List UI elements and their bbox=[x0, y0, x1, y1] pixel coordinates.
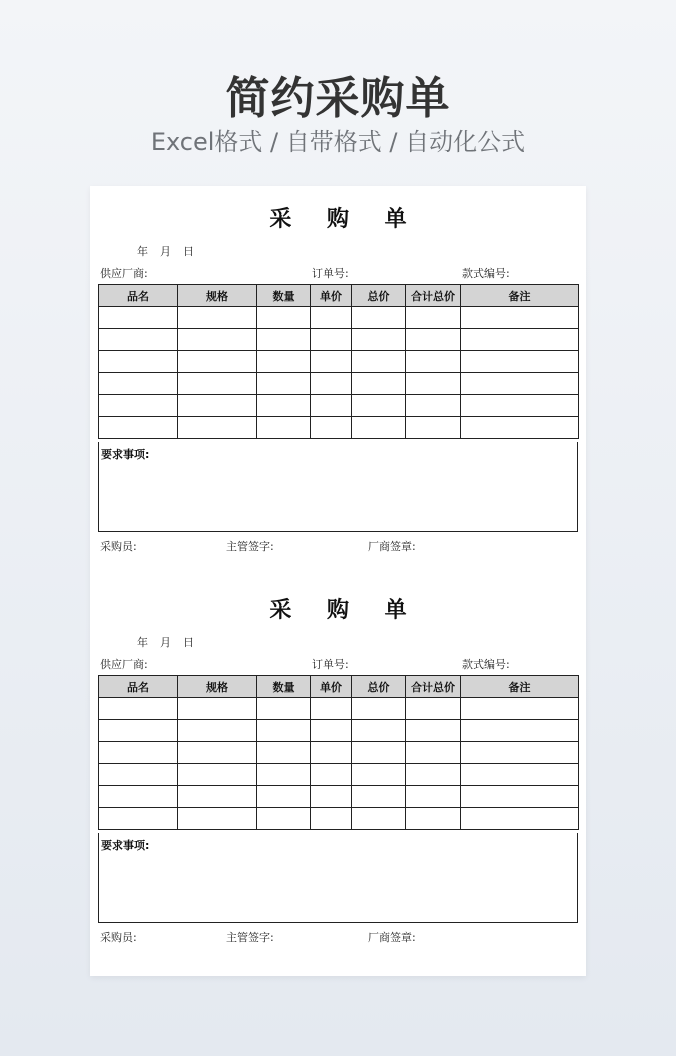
purchase-order-form bbox=[90, 186, 586, 576]
table-cell[interactable] bbox=[178, 329, 257, 351]
table-cell[interactable] bbox=[99, 351, 178, 373]
table-cell[interactable] bbox=[99, 395, 178, 417]
table-cell[interactable] bbox=[99, 742, 178, 764]
table-row bbox=[99, 417, 579, 439]
column-header: 规格 bbox=[178, 285, 257, 307]
table-cell[interactable] bbox=[257, 307, 311, 329]
date-day-label: 日 bbox=[183, 245, 194, 258]
table-row bbox=[99, 329, 579, 351]
column-header: 数量 bbox=[257, 285, 311, 307]
table-header-row bbox=[99, 676, 579, 698]
table-row bbox=[99, 698, 579, 720]
date-day-label: 日 bbox=[183, 636, 194, 649]
column-header: 单价 bbox=[311, 285, 352, 307]
column-header: 备注 bbox=[461, 285, 579, 307]
table-cell[interactable] bbox=[178, 395, 257, 417]
table-header-row bbox=[99, 285, 579, 307]
table-cell[interactable] bbox=[352, 742, 406, 764]
table-cell[interactable] bbox=[257, 764, 311, 786]
supplier-label: 供应厂商: bbox=[100, 267, 148, 280]
table-cell[interactable] bbox=[352, 307, 406, 329]
table-cell[interactable] bbox=[311, 720, 352, 742]
buyer-label: 采购员: bbox=[100, 931, 137, 944]
table-cell[interactable] bbox=[461, 329, 579, 351]
table-cell[interactable] bbox=[311, 395, 352, 417]
table-cell[interactable] bbox=[311, 417, 352, 439]
table-cell[interactable] bbox=[406, 417, 461, 439]
date-month-label: 月 bbox=[160, 636, 171, 649]
style-number-label: 款式编号: bbox=[462, 267, 510, 280]
table-cell[interactable] bbox=[406, 307, 461, 329]
date-year-label: 年 bbox=[137, 245, 148, 258]
table-cell[interactable] bbox=[178, 786, 257, 808]
table-cell[interactable] bbox=[311, 742, 352, 764]
table-cell[interactable] bbox=[178, 351, 257, 373]
form-title: 采 购 单 bbox=[269, 598, 421, 623]
column-header: 单价 bbox=[311, 676, 352, 698]
table-cell[interactable] bbox=[178, 764, 257, 786]
table-cell[interactable] bbox=[352, 786, 406, 808]
table-cell[interactable] bbox=[311, 764, 352, 786]
table-cell[interactable] bbox=[99, 720, 178, 742]
date-month-label: 月 bbox=[160, 245, 171, 258]
date-row bbox=[137, 634, 194, 650]
table-cell[interactable] bbox=[406, 764, 461, 786]
table-cell[interactable] bbox=[352, 351, 406, 373]
table-cell[interactable] bbox=[406, 329, 461, 351]
page-title: 简约采购单 bbox=[225, 73, 451, 124]
table-cell[interactable] bbox=[311, 307, 352, 329]
purchase-order-form bbox=[90, 577, 586, 967]
buyer-label: 采购员: bbox=[100, 540, 137, 553]
table-cell[interactable] bbox=[461, 764, 579, 786]
table-cell[interactable] bbox=[406, 395, 461, 417]
table-cell[interactable] bbox=[406, 742, 461, 764]
page-subtitle: Excel格式 / 自带格式 / 自动化公式 bbox=[150, 128, 526, 156]
table-cell[interactable] bbox=[99, 786, 178, 808]
table-cell[interactable] bbox=[178, 808, 257, 830]
table-cell[interactable] bbox=[99, 698, 178, 720]
column-header: 备注 bbox=[461, 676, 579, 698]
column-header: 规格 bbox=[178, 676, 257, 698]
column-header: 总价 bbox=[352, 676, 406, 698]
table-cell[interactable] bbox=[352, 808, 406, 830]
table-cell[interactable] bbox=[257, 395, 311, 417]
table-cell[interactable] bbox=[178, 698, 257, 720]
table-cell[interactable] bbox=[257, 720, 311, 742]
document-sheet bbox=[90, 186, 586, 976]
table-cell[interactable] bbox=[311, 808, 352, 830]
order-table bbox=[98, 675, 579, 830]
table-row bbox=[99, 764, 579, 786]
column-header: 合计总价 bbox=[406, 285, 461, 307]
table-row bbox=[99, 373, 579, 395]
vendor-seal-label: 厂商签章: bbox=[368, 540, 416, 553]
table-row bbox=[99, 395, 579, 417]
table-cell[interactable] bbox=[178, 373, 257, 395]
vendor-seal-label: 厂商签章: bbox=[368, 931, 416, 944]
table-cell[interactable] bbox=[352, 373, 406, 395]
table-cell[interactable] bbox=[99, 417, 178, 439]
table-cell[interactable] bbox=[406, 786, 461, 808]
table-cell[interactable] bbox=[406, 351, 461, 373]
table-cell[interactable] bbox=[461, 720, 579, 742]
table-cell[interactable] bbox=[257, 417, 311, 439]
table-cell[interactable] bbox=[311, 351, 352, 373]
table-cell[interactable] bbox=[311, 373, 352, 395]
form-title: 采 购 单 bbox=[269, 207, 421, 232]
table-cell[interactable] bbox=[352, 720, 406, 742]
table-cell[interactable] bbox=[257, 698, 311, 720]
order-number-label: 订单号: bbox=[312, 267, 349, 280]
table-row bbox=[99, 808, 579, 830]
table-row bbox=[99, 786, 579, 808]
table-cell[interactable] bbox=[461, 417, 579, 439]
column-header: 合计总价 bbox=[406, 676, 461, 698]
table-cell[interactable] bbox=[257, 329, 311, 351]
table-cell[interactable] bbox=[461, 742, 579, 764]
column-header: 总价 bbox=[352, 285, 406, 307]
table-cell[interactable] bbox=[178, 742, 257, 764]
table-cell[interactable] bbox=[352, 395, 406, 417]
date-row bbox=[137, 243, 194, 259]
table-cell[interactable] bbox=[99, 764, 178, 786]
table-cell[interactable] bbox=[352, 417, 406, 439]
table-cell[interactable] bbox=[257, 808, 311, 830]
order-number-label: 订单号: bbox=[312, 658, 349, 671]
requirements-label: 要求事项: bbox=[101, 448, 150, 461]
table-cell[interactable] bbox=[352, 698, 406, 720]
supplier-label: 供应厂商: bbox=[100, 658, 148, 671]
requirements-box[interactable] bbox=[98, 442, 578, 532]
requirements-label: 要求事项: bbox=[101, 839, 150, 852]
column-header: 数量 bbox=[257, 676, 311, 698]
table-cell[interactable] bbox=[257, 742, 311, 764]
table-cell[interactable] bbox=[178, 307, 257, 329]
table-cell[interactable] bbox=[99, 808, 178, 830]
table-cell[interactable] bbox=[461, 808, 579, 830]
table-cell[interactable] bbox=[311, 786, 352, 808]
requirements-box[interactable] bbox=[98, 833, 578, 923]
date-year-label: 年 bbox=[137, 636, 148, 649]
column-header: 品名 bbox=[99, 676, 178, 698]
table-row bbox=[99, 351, 579, 373]
table-cell[interactable] bbox=[352, 329, 406, 351]
column-header: 品名 bbox=[99, 285, 178, 307]
table-cell[interactable] bbox=[311, 329, 352, 351]
table-cell[interactable] bbox=[461, 351, 579, 373]
supervisor-signature-label: 主管签字: bbox=[226, 931, 274, 944]
table-cell[interactable] bbox=[257, 351, 311, 373]
table-cell[interactable] bbox=[461, 307, 579, 329]
supervisor-signature-label: 主管签字: bbox=[226, 540, 274, 553]
table-cell[interactable] bbox=[99, 329, 178, 351]
table-cell[interactable] bbox=[99, 373, 178, 395]
table-cell[interactable] bbox=[178, 720, 257, 742]
table-cell[interactable] bbox=[406, 808, 461, 830]
table-cell[interactable] bbox=[406, 373, 461, 395]
table-cell[interactable] bbox=[461, 395, 579, 417]
table-cell[interactable] bbox=[311, 698, 352, 720]
table-cell[interactable] bbox=[406, 720, 461, 742]
table-cell[interactable] bbox=[352, 764, 406, 786]
table-cell[interactable] bbox=[461, 373, 579, 395]
table-row bbox=[99, 720, 579, 742]
table-row bbox=[99, 307, 579, 329]
table-row bbox=[99, 742, 579, 764]
table-cell[interactable] bbox=[178, 417, 257, 439]
table-cell[interactable] bbox=[257, 786, 311, 808]
style-number-label: 款式编号: bbox=[462, 658, 510, 671]
order-table bbox=[98, 284, 579, 439]
table-cell[interactable] bbox=[257, 373, 311, 395]
table-cell[interactable] bbox=[99, 307, 178, 329]
table-cell[interactable] bbox=[461, 786, 579, 808]
table-cell[interactable] bbox=[406, 698, 461, 720]
table-cell[interactable] bbox=[461, 698, 579, 720]
